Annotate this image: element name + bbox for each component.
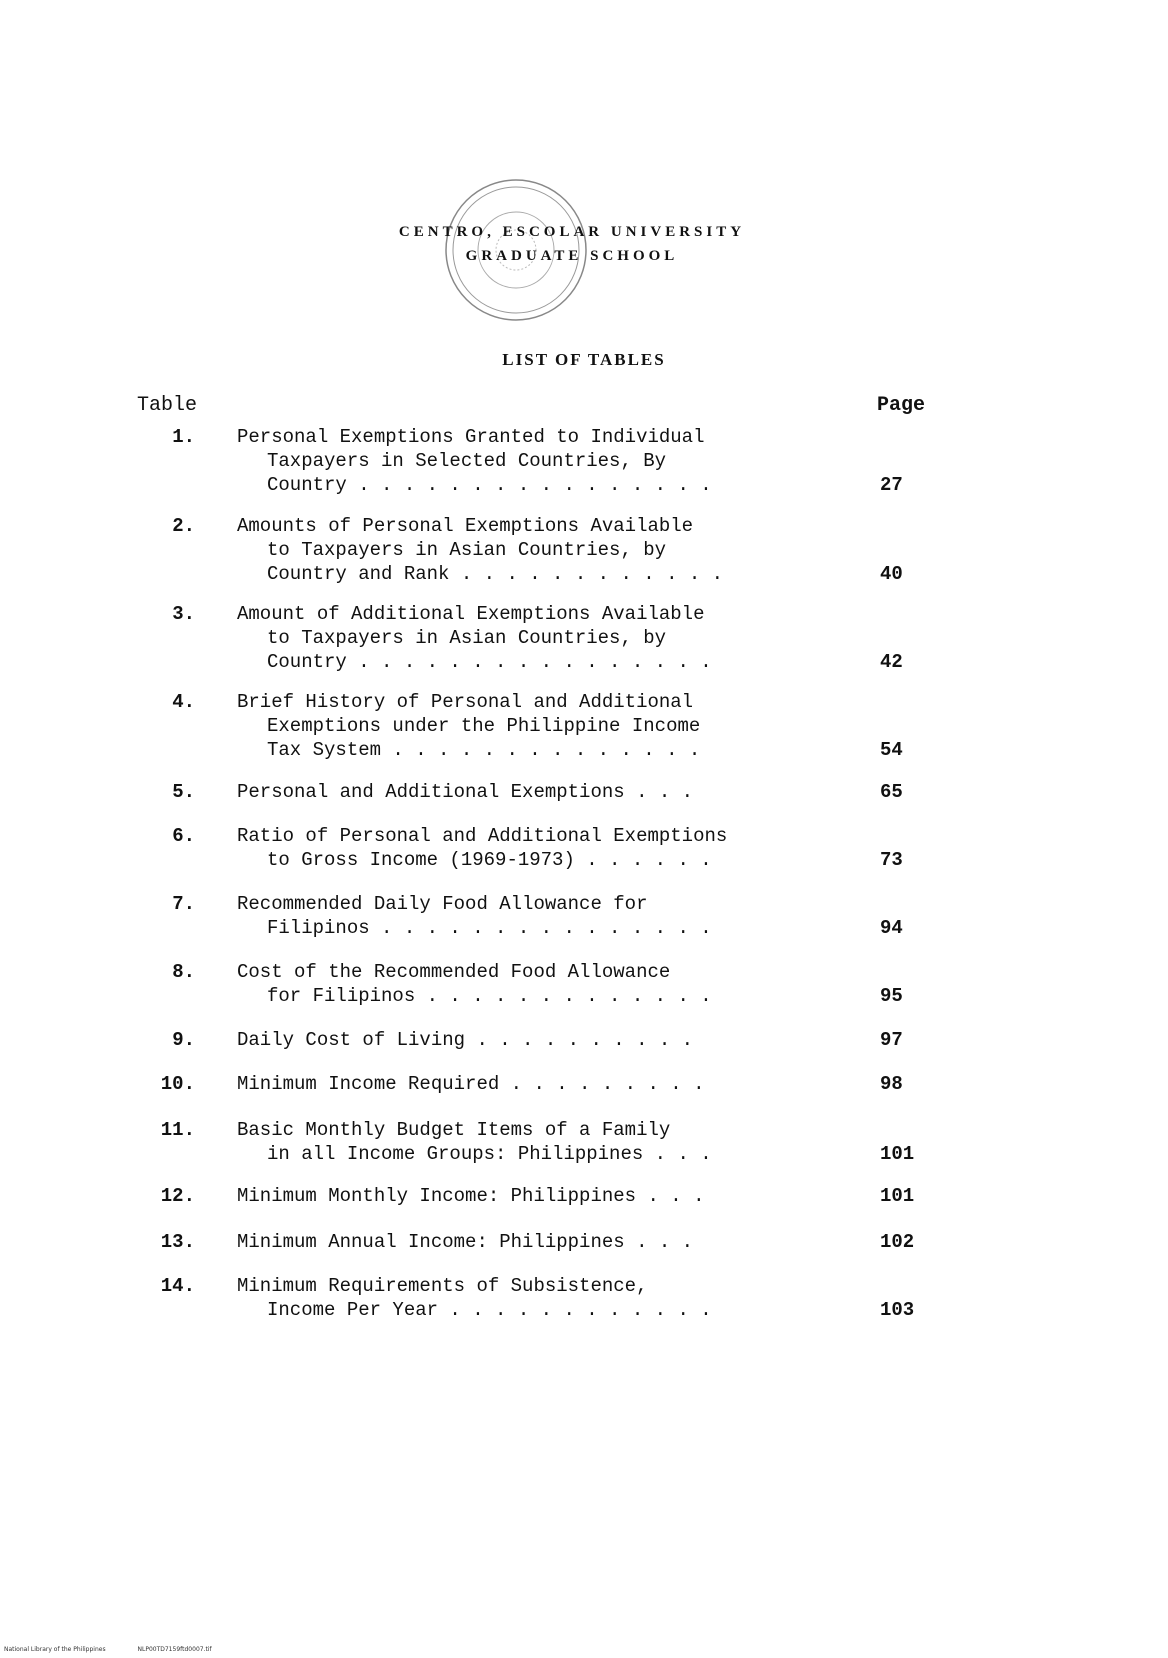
table-page-number: 101	[880, 1185, 915, 1207]
table-title-line: Recommended Daily Food Allowance for	[237, 893, 648, 915]
footer-file: NLP00TD7159ftd0007.tif	[137, 1646, 212, 1653]
table-title-line: Minimum Requirements of Subsistence,	[237, 1275, 648, 1297]
page-title: LIST OF TABLES	[502, 350, 666, 369]
table-title	[237, 602, 857, 674]
table-title	[237, 425, 857, 497]
table-number: 2.	[172, 515, 195, 537]
table-number: 11.	[160, 1119, 195, 1141]
table-number: 6.	[172, 825, 195, 847]
footer-library: National Library of the Philippines	[4, 1646, 106, 1653]
table-title-line: Amount of Additional Exemptions Available	[237, 603, 705, 625]
table-page-number: 73	[880, 849, 903, 871]
table-title-line: Basic Monthly Budget Items of a Family	[237, 1119, 671, 1141]
table-title-line: Personal and Additional Exemptions . . .	[237, 781, 694, 803]
table-page-number: 103	[880, 1299, 915, 1321]
table-page-number: 102	[880, 1231, 915, 1253]
table-number: 4.	[172, 691, 195, 713]
table-page-number: 27	[880, 474, 903, 496]
table-number: 12.	[160, 1185, 195, 1207]
table-title-line: to Taxpayers in Asian Countries, by	[267, 627, 667, 649]
table-page-number: 98	[880, 1073, 903, 1095]
footer	[4, 1646, 242, 1653]
table-number: 7.	[172, 893, 195, 915]
table-title	[237, 780, 857, 804]
table-title-line: Tax System . . . . . . . . . . . . . .	[267, 739, 701, 761]
table-title	[237, 514, 857, 586]
table-number: 1.	[172, 426, 195, 448]
table-title-line: Cost of the Recommended Food Allowance	[237, 961, 671, 983]
table-title-line: to Gross Income (1969-1973) . . . . . .	[267, 849, 712, 871]
school-name: GRADUATE SCHOOL	[465, 248, 679, 264]
table-title-line: for Filipinos . . . . . . . . . . . . .	[267, 985, 712, 1007]
table-number: 3.	[172, 603, 195, 625]
table-title-line: Country and Rank . . . . . . . . . . . .	[267, 563, 724, 585]
table-page-number: 101	[880, 1143, 915, 1165]
table-page-number: 42	[880, 651, 903, 673]
table-number: 8.	[172, 961, 195, 983]
table-title	[237, 1028, 857, 1052]
table-title	[237, 1072, 857, 1096]
table-title	[237, 892, 857, 940]
table-title-line: Country . . . . . . . . . . . . . . . .	[267, 474, 712, 496]
table-title-line: to Taxpayers in Asian Countries, by	[267, 539, 667, 561]
table-title	[237, 960, 857, 1008]
table-page-number: 40	[880, 563, 903, 585]
table-page-number: 95	[880, 985, 903, 1007]
table-page-number: 97	[880, 1029, 903, 1051]
table-number: 13.	[160, 1231, 195, 1253]
table-title-line: in all Income Groups: Philippines . . .	[267, 1143, 712, 1165]
table-number: 10.	[160, 1073, 195, 1095]
table-title	[237, 1274, 857, 1322]
table-title-line: Minimum Income Required . . . . . . . . .	[237, 1073, 705, 1095]
table-title-line: Exemptions under the Philippine Income	[267, 715, 701, 737]
table-number: 9.	[172, 1029, 195, 1051]
table-title	[237, 1184, 857, 1208]
table-number: 14.	[160, 1275, 195, 1297]
table-title-line: Brief History of Personal and Additional	[237, 691, 694, 713]
table-title-line: Daily Cost of Living . . . . . . . . . .	[237, 1029, 694, 1051]
table-number: 5.	[172, 781, 195, 803]
table-title-line: Filipinos . . . . . . . . . . . . . . .	[267, 917, 712, 939]
table-title-line: Personal Exemptions Granted to Individual	[237, 426, 705, 448]
table-title	[237, 1118, 857, 1166]
table-title-line: Amounts of Personal Exemptions Available	[237, 515, 694, 537]
table-title-line: Minimum Annual Income: Philippines . . .	[237, 1231, 694, 1253]
table-title-line: Country . . . . . . . . . . . . . . . .	[267, 651, 712, 673]
table-title-line: Ratio of Personal and Additional Exemptions	[237, 825, 728, 847]
page-column-header: Page	[877, 394, 926, 417]
table-title	[237, 1230, 857, 1254]
table-title	[237, 824, 857, 872]
table-title-line: Minimum Monthly Income: Philippines . . .	[237, 1185, 705, 1207]
table-page-number: 54	[880, 739, 903, 761]
table-column-header: Table	[137, 394, 198, 417]
table-title-line: Income Per Year . . . . . . . . . . . .	[267, 1299, 712, 1321]
table-page-number: 65	[880, 781, 903, 803]
table-title-line: Taxpayers in Selected Countries, By	[267, 450, 667, 472]
table-page-number: 94	[880, 917, 903, 939]
institution-name: CENTRO, ESCOLAR UNIVERSITY	[398, 224, 746, 240]
table-title	[237, 690, 857, 762]
